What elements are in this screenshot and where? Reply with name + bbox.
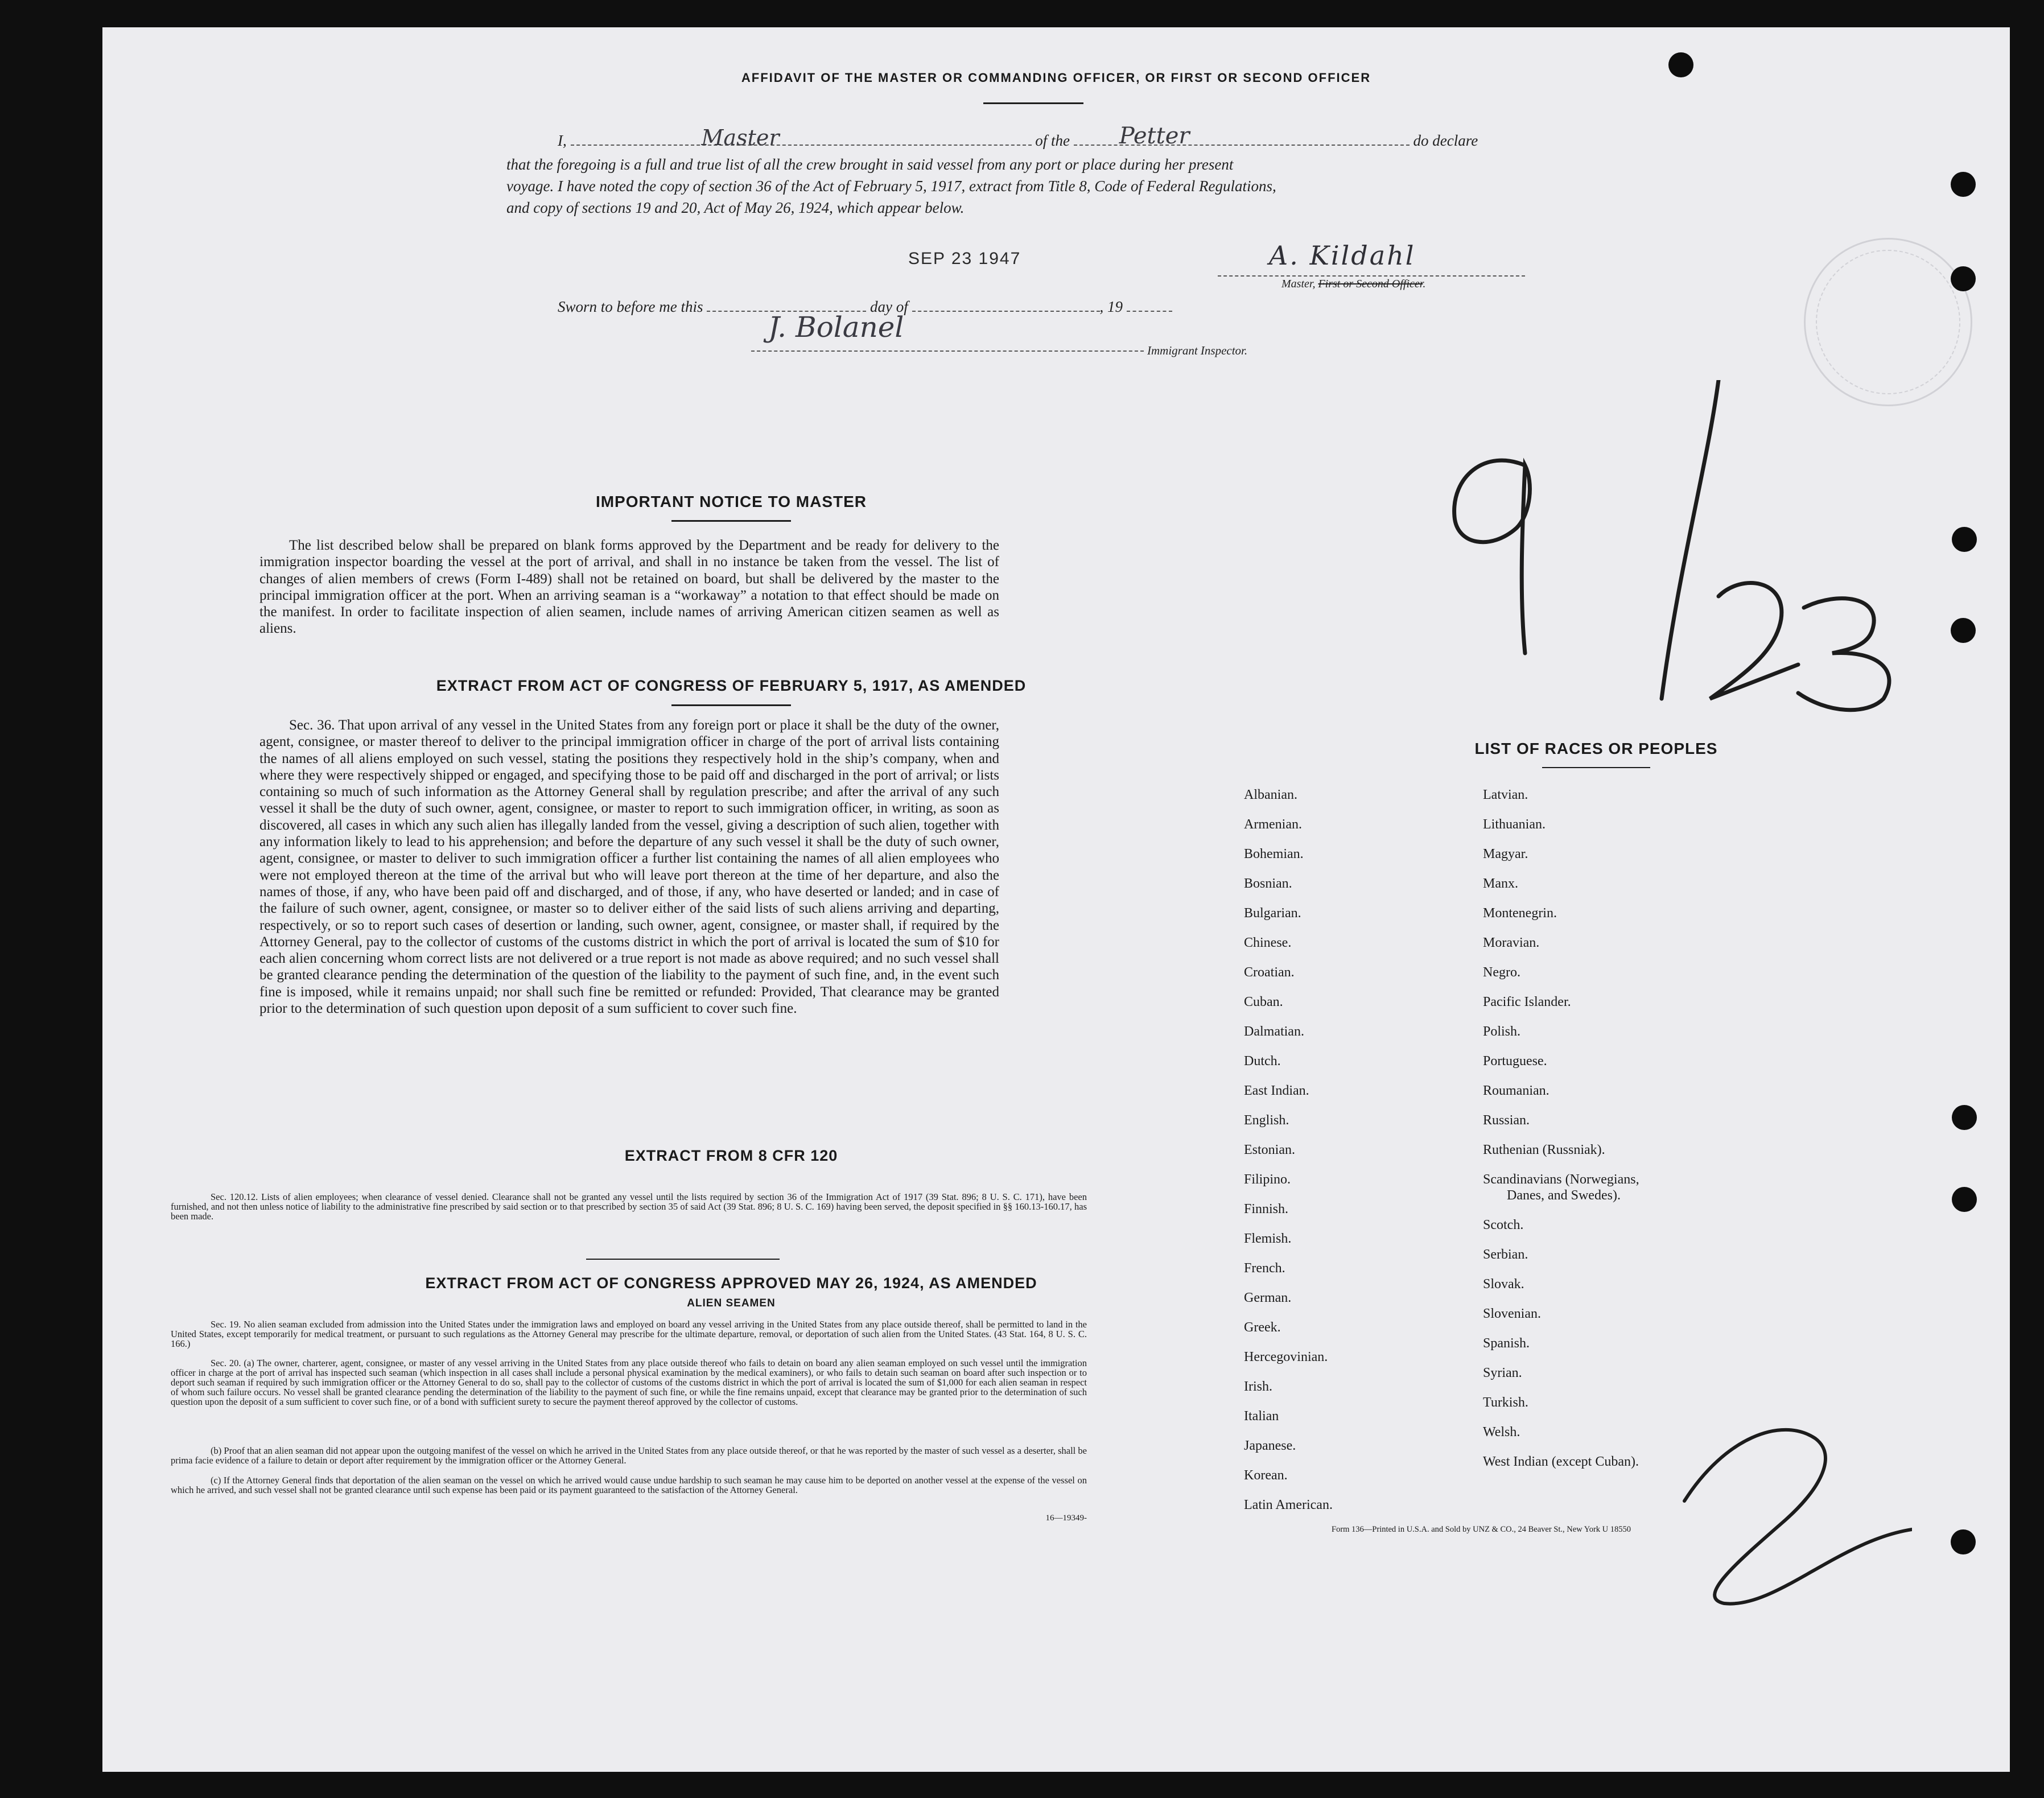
master-title: Master, — [1281, 278, 1316, 290]
sworn-month-blank — [912, 311, 1100, 312]
punch-hole — [1952, 527, 1977, 552]
race-item: Portuguese. — [1483, 1054, 1547, 1069]
punch-hole — [1951, 266, 1976, 291]
race-item: Negro. — [1483, 965, 1520, 980]
race-item: Croatian. — [1244, 965, 1295, 980]
punch-hole — [1952, 1105, 1977, 1130]
year-prefix: 19 — [1107, 298, 1123, 315]
master-title-line: Master, First or Second Officer. — [1281, 278, 1426, 290]
sworn-year-blank — [1127, 311, 1172, 312]
race-item: Dutch. — [1244, 1054, 1281, 1069]
race-item: Japanese. — [1244, 1438, 1296, 1453]
race-item: Bohemian. — [1244, 847, 1304, 861]
notice-title: IMPORTANT NOTICE TO MASTER — [595, 493, 867, 510]
punch-hole — [1951, 1529, 1976, 1554]
race-item: Bulgarian. — [1244, 906, 1301, 921]
hand-day: 23 — [1775, 387, 1781, 393]
race-item: Danes, and Swedes). — [1507, 1188, 1621, 1203]
race-item: Welsh. — [1483, 1425, 1520, 1440]
inspector-signature-line — [751, 311, 1144, 352]
affidavit-body-3: and copy of sections 19 and 20, Act of May 26, 1924, which appear below. — [506, 199, 965, 216]
i-label: I, — [558, 132, 567, 149]
race-item: Chinese. — [1244, 935, 1292, 950]
sworn-label: Sworn to before me this — [558, 298, 703, 315]
notice-underline — [671, 520, 791, 522]
extract-1917-text: Sec. 36. That upon arrival of any vessel in the United States from any foreign port or place it shall be the duty of the owner, agent, consignee, or master thereof to deliver to the principal immigration officer in charge of the port of arrival lists containing the names of all aliens employed on such vessel, stating the positions they respectively hold in the ship’s company, when and where they were respectively shipped or engaged, and specifying those to be paid off and discharged in the port of arrival; or lists containing so much of such information as the Attorney General shall by regulation prescribe; and after the arrival of any such vessel it shall be the duty of such owner, agent, consignee, or master to report to such immigration officer, in writing, as soon as discovered, all cases in which any such alien has illegally landed from the vessel, giving a description of such alien, together with any information likely to lead to his apprehension; and before the departure of any such vessel it shall be the duty of such owner, agent, consignee, or master to deliver to such immigration officer a further list containing the names of all alien employees who were not employed thereon at the time of the arrival but who will leave port thereon at the time of her departure, and also the names of those, if any, who have been paid off and discharged, and of those, if any, who have deserted or landed; and in case of the failure of such owner, agent, consignee, or master so to deliver either of the said lists of such aliens arriving and departing, respectively, or so to report such cases of desertion or landing, such owner, agent, consignee, or master shall, if required by the Attorney General, pay to the collector of customs of the customs district in which the port of arrival is located the sum of $10 for each alien concerning whom correct lists are not delivered or a true report is not made as above required; and no such vessel shall be granted clearance pending the determination of the question of the liability to the payment of such fine, and, in the event such fine is imposed, while it remains unpaid; nor shall such fine be remitted or refunded: Provided, That clearance may be granted prior to the determination of such question upon deposit of a sum sufficient to cover such fine. — [259, 717, 999, 1017]
races-title: LIST OF RACES OR PEOPLES — [1474, 740, 1718, 757]
race-item: Estonian. — [1244, 1143, 1295, 1157]
affidavit-body-1: that the foregoing is a full and true list of all the crew brought in said vessel from any port or place during her present — [506, 156, 1234, 173]
i-blank — [571, 125, 1032, 150]
race-item: French. — [1244, 1261, 1285, 1276]
date-stamp: SEP 23 1947 — [908, 249, 1021, 268]
race-item: Manx. — [1483, 876, 1518, 891]
race-item: Serbian. — [1483, 1247, 1528, 1262]
handwritten-nine-stroke — [1454, 460, 1530, 653]
race-item: Montenegrin. — [1483, 906, 1557, 921]
race-item: Ruthenian (Russniak). — [1483, 1143, 1605, 1157]
punch-hole — [1952, 1187, 1977, 1212]
affidavit-title: AFFIDAVIT OF THE MASTER OR COMMANDING OFFICER, OR FIRST OR SECOND OFFICER — [741, 71, 1371, 85]
day-of-label: day of — [870, 298, 908, 315]
extract-1924-title: EXTRACT FROM ACT OF CONGRESS APPROVED MAY 26, 1924, AS AMENDED — [425, 1275, 1037, 1292]
race-item: Bosnian. — [1244, 876, 1292, 891]
race-item: Irish. — [1244, 1379, 1272, 1394]
handwritten-page-number — [1650, 1416, 1912, 1620]
race-item: German. — [1244, 1290, 1292, 1305]
hand-page-number: 2 — [1901, 1422, 1903, 1429]
races-underline — [1542, 767, 1650, 768]
race-item: Filipino. — [1244, 1172, 1291, 1187]
extract-1917-title: EXTRACT FROM ACT OF CONGRESS OF FEBRUARY 5, 1917, AS AMENDED — [436, 677, 1027, 694]
race-item: Spanish. — [1483, 1336, 1530, 1351]
race-item: Finnish. — [1244, 1202, 1289, 1216]
race-item: Scotch. — [1483, 1218, 1524, 1232]
race-item: Hercegovinian. — [1244, 1350, 1328, 1364]
extract-1924-sec20a: Sec. 20. (a) The owner, charterer, agent, consignee, or master of any vessel arriving in the United States from any place outside thereof who fails to detain on board any alien seaman employed on such vessel until the immigration officer in charge at the port of arrival has inspected such seaman (which inspection in all cases shall include a personal physical examination by the medical examiners), or who fails to detain such seaman on board after such inspection or to deport such seaman if required by such immigration officer or the Attorney General to do so, shall pay to the collector of customs of the customs district in which the port of arrival is located the sum of $1,000 for each alien seaman in respect of whom such failure occurs. No vessel shall be granted clearance pending the determination of the liability to the payment of such fine, or while the fine remains unpaid, except that clearance may be granted prior to the determination of such question upon the deposit of a sum sufficient to cover such fine, or of a bond with sufficient surety to secure the payment thereof approved by the collector of customs. — [171, 1358, 1087, 1407]
master-name-handwriting: Master — [701, 125, 780, 150]
race-item: Cuban. — [1244, 995, 1283, 1009]
form-code: 16—19349- — [1045, 1514, 1087, 1523]
race-item: Moravian. — [1483, 935, 1540, 950]
race-item: Scandinavians (Norwegians, — [1483, 1172, 1639, 1187]
race-item: Armenian. — [1244, 817, 1302, 832]
extract-1917-underline — [671, 704, 791, 706]
extract-1924-sec20b: (b) Proof that an alien seaman did not appear upon the outgoing manifest of the vessel on which he arrived in the United States from any place outside thereof, or that he was reported by the master of such vessel as a deserter, shall be prima facie evidence of a failure to detain or deport after requirement by the immigration officer or the Attorney General. — [171, 1445, 1087, 1466]
race-item: Dalmatian. — [1244, 1024, 1304, 1039]
race-item: Turkish. — [1483, 1395, 1528, 1410]
race-item: East Indian. — [1244, 1083, 1309, 1098]
vessel-name-handwriting: Petter — [1119, 123, 1190, 149]
master-signature-line — [1218, 241, 1525, 277]
extract-1924-sec19: Sec. 19. No alien seaman excluded from admission into the United States under the immigration laws and employed on board any vessel arriving in the United States from any place outside thereof, shall be permitted to land in the United States, except temporarily for medical treatment, or pursuant to such regulations as the Attorney General may prescribe for the ultimate departure, removal, or deportation of such alien from the United States. (43 Stat. 164, 8 U. S. C. 166.) — [171, 1319, 1087, 1349]
hand-month: 9 — [1764, 387, 1767, 393]
punch-hole — [1951, 172, 1976, 197]
vessel-blank — [1074, 123, 1410, 149]
extract-cfr-title: EXTRACT FROM 8 CFR 120 — [624, 1147, 838, 1164]
inspector-signature: J. Bolanel — [768, 311, 904, 344]
race-item: Albanian. — [1244, 787, 1297, 802]
alien-seamen-subtitle: ALIEN SEAMEN — [687, 1297, 776, 1309]
extract-1924-sec20c: (c) If the Attorney General finds that deportation of the alien seaman on the vessel on which he arrived would cause undue hardship to such seaman he may cause him to be deported on another vessel at the expense of the vessel on which he arrived, and such vessel shall not be granted clearance until such expense has been paid or its payment guaranteed to the satisfaction of the Attorney General. — [171, 1475, 1087, 1495]
race-item: Greek. — [1244, 1320, 1281, 1335]
race-item: Korean. — [1244, 1468, 1288, 1483]
handwritten-three-stroke — [1798, 599, 1889, 710]
document-scan — [102, 27, 2010, 1772]
race-item: Lithuanian. — [1483, 817, 1546, 832]
race-item: Syrian. — [1483, 1366, 1522, 1380]
race-item: Russian. — [1483, 1113, 1530, 1128]
punch-hole — [1668, 52, 1693, 77]
affidavit-body-2: voyage. I have noted the copy of section 36 of the Act of February 5, 1917, extract from Title 8, Code of Federal Regulations, — [506, 178, 1276, 195]
of-the-label: of the — [1035, 132, 1070, 149]
race-item: Slovenian. — [1483, 1306, 1541, 1321]
affidavit-i-line — [558, 123, 1478, 150]
sworn-line: Sworn to before me this day of , 19 — [558, 298, 1172, 316]
race-item: Roumanian. — [1483, 1083, 1550, 1098]
notice-text: The list described below shall be prepared on blank forms approved by the Department and be ready for delivery to the immigration inspector boarding the vessel at the port of arrival, and shall in no instance be taken from the vessel. The list of changes of alien members of crews (Form I-489) shall not be retained on board, but shall be delivered by the master to the principal immigration officer at the port. When an arriving seaman is a “workaway” a notation to that effect should be made on the manifest. In order to facilitate inspection of alien seamen, include names of arriving American citizen seamen as well as aliens. — [259, 538, 999, 637]
form-imprint: Form 136—Printed in U.S.A. and Sold by UNZ & CO., 24 Beaver St., New York U 18550 — [1332, 1525, 1631, 1534]
faint-seal-stamp — [1804, 238, 1972, 406]
handwritten-slash — [1662, 380, 1719, 699]
race-item: Flemish. — [1244, 1231, 1292, 1246]
race-item: Latvian. — [1483, 787, 1528, 802]
extract-cfr-text: Sec. 120.12. Lists of alien employees; when clearance of vessel denied. Clearance shall not be granted any vessel until the lists required by section 36 of the Immigration Act of 1917 (39 Stat. 896; 8 U. S. C. 171), have been furnished, and not then unless notice of liability to the administrative fine prescribed by said section or to that prescribed by section 35 of said Act (39 Stat. 896; 8 U. S. C. 169) having been served, the deposit specified in §§ 160.13-160.17, has been made. — [171, 1191, 1087, 1222]
race-item: West Indian (except Cuban). — [1483, 1454, 1639, 1469]
struck-officer-title: First or Second Officer — [1318, 278, 1423, 290]
race-item: English. — [1244, 1113, 1289, 1128]
race-item: Slovak. — [1483, 1277, 1524, 1292]
handwritten-two-page-stroke — [1684, 1430, 1912, 1604]
punch-hole — [1951, 618, 1976, 643]
race-item: Pacific Islander. — [1483, 995, 1571, 1009]
master-signature: A. Kildahl — [1269, 240, 1416, 271]
race-item: Latin American. — [1244, 1498, 1333, 1512]
handwritten-two-stroke — [1710, 583, 1798, 699]
handwritten-date — [1400, 380, 1810, 744]
inspector-title: Immigrant Inspector. — [1147, 344, 1248, 357]
race-item: Magyar. — [1483, 847, 1528, 861]
race-item: Italian — [1244, 1409, 1279, 1424]
handwritten-three — [1787, 585, 1923, 721]
race-item: Polish. — [1483, 1024, 1521, 1039]
cfr-divider — [586, 1259, 780, 1260]
declare-label: do declare — [1413, 132, 1478, 149]
title-underline — [983, 102, 1083, 104]
